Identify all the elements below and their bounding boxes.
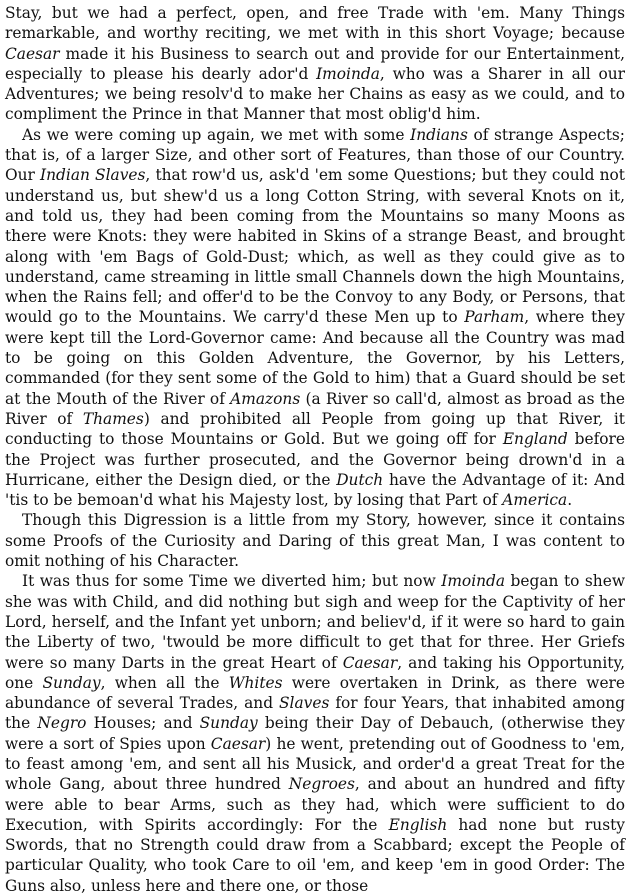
italic-text: Caesar <box>210 734 266 753</box>
text-run: ) he went, pretending out of Goodness to 'em, to feast among 'em, and sent all his Musick, and order'd a great Treat for the whole Gang, about three hundred <box>5 734 625 794</box>
italic-text: Negro <box>37 714 87 733</box>
text-run: , and taking his Opportunity, one <box>5 653 625 692</box>
text-run: (a River so call'd, almost as broad as the River of <box>5 389 626 428</box>
text-run: began to shew she was with Child, and did nothing but sigh and weep for the Captivity of her Lord, herself, and the Infant yet unborn; and believ'd, if it were so hard to gain the Liberty of two, 'twould be more difficult to get that for three. Her Griefs were so many Darts in the great Heart of <box>5 572 625 672</box>
italic-text: Indian Slaves <box>40 166 146 185</box>
text-run: made it his Business to search out and provide for our Entertainment, especially to please his dearly ador'd <box>5 44 625 83</box>
text-run: ) and prohibited all People from going up that River, it conducting to those Mountains or Gold. But we going off for <box>5 409 625 449</box>
text-run: As we were coming up again, we met with some <box>22 125 411 144</box>
text-run: Stay, but we had a perfect, open, and free Trade with 'em. Many Things remarkable, and worthy reciting, we met with in this short Voyage; because <box>5 4 625 43</box>
italic-text: Whites <box>228 673 283 692</box>
italic-text: Imoinda <box>441 572 506 591</box>
italic-text: Caesar <box>5 44 60 63</box>
text-run: It was thus for some Time we diverted him; but now <box>22 572 442 591</box>
text-run: , that row'd us, ask'd 'em some Questions; but they could not understand us, but shew'd us a long Cotton String, with several Knots on it, and told us, they had been coming from the Mountains so many Moons as there were Knots: they were habited in Skins of a strange Beast, and brought along with 'em Bags of Gold-Dust; which, as well as they could give as to understand, came streaming in little small Channels down the high Mountains, when the Rains fell; and offer'd to be the Convoy to any Body, or Persons, that would go to the Mountains. We carry'd these Men up to <box>5 166 625 327</box>
text-run: had none but rusty Swords, that no Strength could draw from a Scabbard; except the People of particular Quality, who took Care to oil 'em, and keep 'em in good Order: The Guns also, unless here and there one, or those <box>5 815 625 895</box>
text-run: , when all the <box>100 673 229 692</box>
italic-text: Negroes <box>288 775 355 794</box>
text-run: , who was a Sharer in all our Adventures; we being resolv'd to make her Chains as easy as we could, and to compliment the Prince in that Manner that most oblig'd him. <box>5 64 625 124</box>
text-run: of strange Aspects; that is, of a larger Size, and other sort of Features, than those of our Country. Our <box>5 125 625 185</box>
text-run: being their Day of Debauch, (otherwise they were a sort of Spies upon <box>5 714 625 753</box>
italic-text: Indians <box>410 125 468 144</box>
text-run: were overtaken in Drink, as there were abundance of several Trades, and <box>5 673 626 713</box>
italic-text: Sunday <box>42 673 101 692</box>
paragraph <box>5 3 625 125</box>
book-page <box>5 3 625 896</box>
italic-text: England <box>502 430 568 449</box>
italic-text: Parham <box>464 308 525 327</box>
text-run: , and about an hundred and fifty were able to bear Arms, such as they had, which were sufficient to do Execution, with Spirits accordingly: For the <box>5 775 625 834</box>
text-run: Houses; and <box>86 714 200 733</box>
text-run: have the Advantage of it: And 'tis to be bemoan'd what his Majesty lost, by losing that Part of <box>5 470 625 510</box>
italic-text: Slaves <box>279 694 330 713</box>
text-run: . <box>567 491 573 510</box>
italic-text: Amazons <box>230 389 301 408</box>
italic-text: Caesar <box>342 653 398 672</box>
italic-text: English <box>388 815 448 834</box>
text-run: before the Project was further prosecuted, and the Governor being drown'd in a Hurricane, either the Design died, or the <box>5 430 625 489</box>
paragraph <box>5 510 625 571</box>
italic-text: America <box>502 491 568 510</box>
italic-text: Thames <box>82 409 144 428</box>
italic-text: Sunday <box>199 714 258 733</box>
italic-text: Imoinda <box>316 64 380 83</box>
text-run: Though this Digression is a little from my Story, however, since it contains some Proofs of the Curiosity and Daring of this great Man, I was content to omit nothing of his Character. <box>5 511 625 571</box>
text-run: , where they were kept till the Lord-Governor came: And because all the Country was mad to be going on this Golden Adventure, the Governor, by his Letters, commanded (for they sent some of the Gold to him) that a Guard should be set at the Mouth of the River of <box>5 308 625 408</box>
italic-text: Dutch <box>336 470 384 489</box>
paragraph <box>5 571 625 896</box>
text-run: for four Years, that inhabited among the <box>5 694 625 733</box>
paragraph <box>5 125 625 511</box>
